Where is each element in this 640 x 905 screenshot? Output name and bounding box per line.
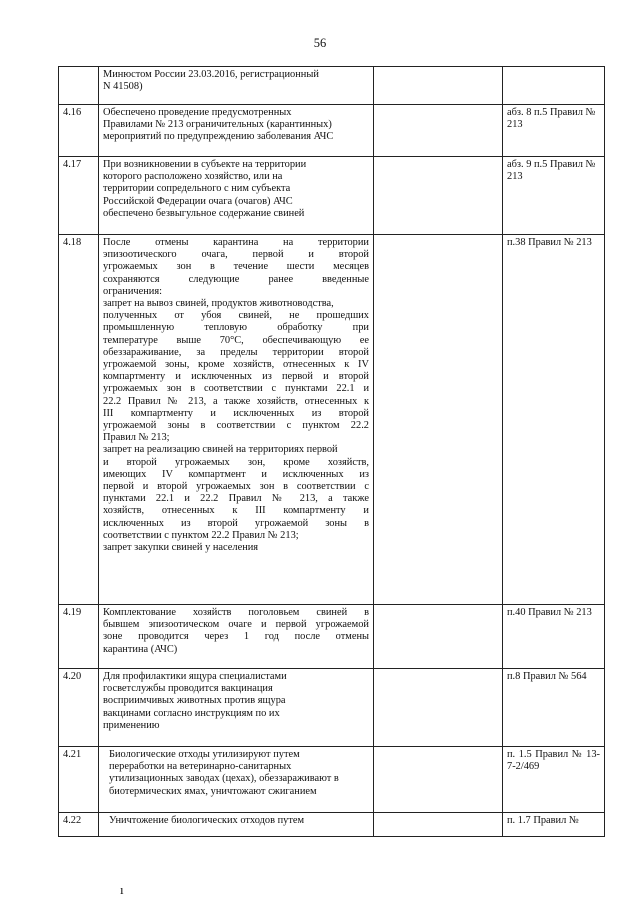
legal-reference (503, 67, 605, 105)
item-number: 4.16 (59, 105, 99, 157)
item-number: 4.18 (59, 235, 99, 605)
blank-cell (374, 605, 503, 669)
item-number: 4.20 (59, 669, 99, 747)
item-number: 4.19 (59, 605, 99, 669)
requirement-text: При возникновении в субъекте на территории которого расположено хозяйство, или на территории сопредельного с ним субъекта Российской Федерации очага (очагов) АЧС обеспечено безвыгульное содержание свиней (99, 157, 374, 235)
requirement-text: Минюстом России 23.03.2016, регистрационный N 41508) (99, 67, 374, 105)
requirement-text: После отмены карантина на территории эпизоотического очага, первой и второй угрожаемых зон в течение шести месяцев сохраняются следующие ранее введенные ограничения: запрет на вывоз свиней, продуктов животноводства, полученных от убоя свиней, не прошедших промышленную тепловую обработку при температуре выше 70°С, обеспечивающую ее обеззараживание, за пределы территории второй угрожаемой зоны, кроме хозяйств, отнесенных к IV компартменту и исключенных из первой и второй угрожаемых зон в соответствии с пунктами 22.1 и 22.2 Правил № 213, а также хозяйств, отнесенных к III компартменту и исключенных из второй угрожаемой зоны в соответствии с пунктом 22.2 Правил № 213; запрет на реализацию свиней на территориях первой и второй угрожаемых зон, кроме хозяйств, имеющих IV компартмент и исключенных из первой и второй угрожаемых зон в соответствии с пунктами 22.1 и 22.2 Правил № 213, а также хозяйств, отнесенных к III компартменту и исключенных из второй угрожаемой зоны в соответствии с пунктом 22.2 Правил № 213; запрет закупки свиней у населения (99, 235, 374, 605)
legal-reference: п.8 Правил № 564 (503, 669, 605, 747)
blank-cell (374, 669, 503, 747)
requirements-table (58, 66, 605, 837)
blank-cell (374, 105, 503, 157)
table-row (59, 669, 605, 747)
legal-reference: абз. 8 п.5 Правил № 213 (503, 105, 605, 157)
table-row (59, 157, 605, 235)
item-number: 4.22 (59, 813, 99, 837)
requirement-text: Для профилактики ящура специалистами госветслужбы проводится вакцинация восприимчивых животных против ящура вакцинами согласно инструкциям по их применению (99, 669, 374, 747)
table-row (59, 67, 605, 105)
item-number: 4.17 (59, 157, 99, 235)
table-row (59, 105, 605, 157)
legal-reference: п.38 Правил № 213 (503, 235, 605, 605)
table-row (59, 813, 605, 837)
requirement-text: Обеспечено проведение предусмотренных Правилами № 213 ограничительных (карантинных) мероприятий по предупреждению заболевания АЧС (99, 105, 374, 157)
requirement-text: Уничтожение биологических отходов путем (99, 813, 374, 837)
legal-reference: п.40 Правил № 213 (503, 605, 605, 669)
requirement-text: Биологические отходы утилизируют путем переработки на ветеринарно-санитарных утилизационных заводах (цехах), обеззараживают в биотермических ямах, уничтожают сжиганием (99, 747, 374, 813)
legal-reference: абз. 9 п.5 Правил № 213 (503, 157, 605, 235)
table-row (59, 235, 605, 605)
legal-reference: п. 1.5 Правил № 13-7-2/469 (503, 747, 605, 813)
item-number (59, 67, 99, 105)
blank-cell (374, 67, 503, 105)
table-row (59, 747, 605, 813)
blank-cell (374, 157, 503, 235)
blank-cell (374, 813, 503, 837)
requirement-text: Комплектование хозяйств поголовьем свиней в бывшем эпизоотическом очаге и первой угрожаемой зоне проводится через 1 год после отмены карантина (АЧС) (99, 605, 374, 669)
page-number: 56 (313, 36, 327, 50)
blank-cell (374, 747, 503, 813)
table-row (59, 605, 605, 669)
stray-mark: ı (120, 882, 124, 897)
blank-cell (374, 235, 503, 605)
item-number: 4.21 (59, 747, 99, 813)
legal-reference: п. 1.7 Правил № (503, 813, 605, 837)
